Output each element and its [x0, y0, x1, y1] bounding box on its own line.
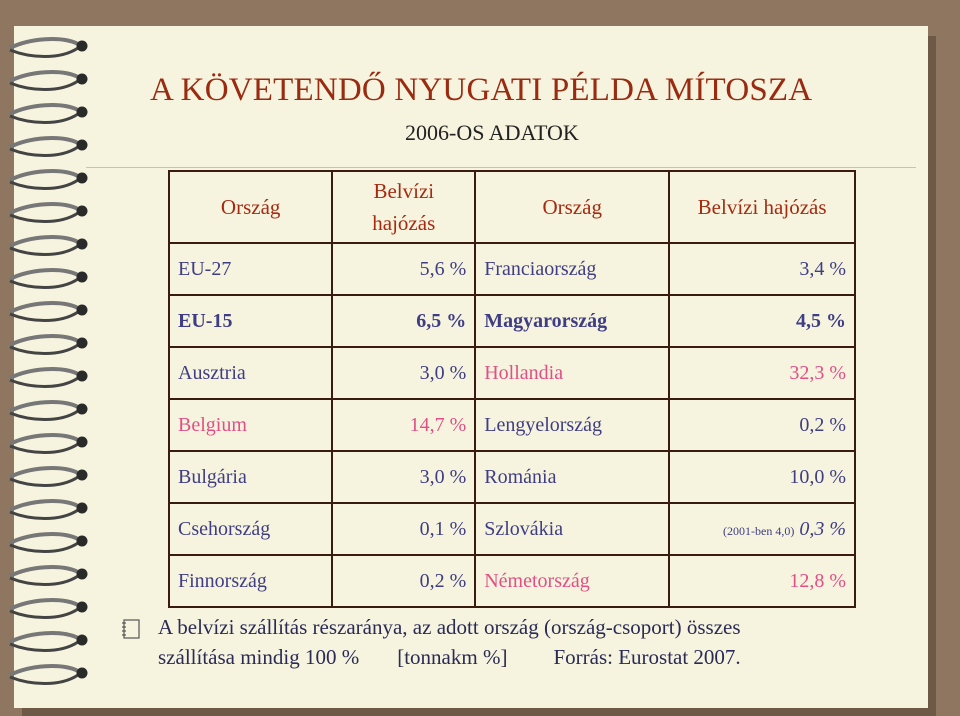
title-divider	[86, 167, 916, 168]
cell-country: Bulgária	[169, 451, 332, 503]
page-subtitle: 2006-OS ADATOK	[405, 120, 579, 145]
table-row	[169, 555, 855, 607]
table-row	[169, 243, 855, 295]
cell-country: Németország	[475, 555, 669, 607]
table-row	[169, 451, 855, 503]
footer-line-2	[158, 643, 741, 671]
cell-value: 10,0 %	[669, 451, 855, 503]
cell-country: Franciaország	[475, 243, 669, 295]
cell-value: 4,5 %	[669, 295, 855, 347]
cell-value: 3,0 %	[332, 451, 475, 503]
cell-value: 0,3 %	[799, 517, 846, 540]
cell-value: 0,1 %	[332, 503, 475, 555]
cell-country: Ausztria	[169, 347, 332, 399]
cell-value: 32,3 %	[669, 347, 855, 399]
cell-country: Szlovákia	[475, 503, 669, 555]
cell-country: Csehország	[169, 503, 332, 555]
cell-value: 12,8 %	[669, 555, 855, 607]
cell-country: Finnország	[169, 555, 332, 607]
cell-value: 14,7 %	[332, 399, 475, 451]
cell-value: 0,2 %	[332, 555, 475, 607]
table-row	[169, 347, 855, 399]
cell-country: Románia	[475, 451, 669, 503]
cell-country: Belgium	[169, 399, 332, 451]
cell-country: Magyarország	[475, 295, 669, 347]
cell-value-with-note	[669, 503, 855, 555]
table-header-row	[169, 171, 855, 243]
data-table	[168, 170, 856, 608]
footer-line-2-a: szállítása mindig 100 %	[158, 645, 360, 669]
header-inland-2: Belvízi hajózás	[669, 171, 855, 243]
header-country-1: Ország	[169, 171, 332, 243]
table-row	[169, 399, 855, 451]
cell-value: 6,5 %	[332, 295, 475, 347]
footer-unit: [tonnakm %]	[397, 645, 508, 669]
notebook-bullet-icon	[120, 618, 142, 640]
cell-value: 0,2 %	[669, 399, 855, 451]
page-title: A KÖVETENDŐ NYUGATI PÉLDA MÍTOSZA	[150, 72, 813, 108]
header-inland-1: Belvízi hajózás	[332, 171, 475, 243]
table-row	[169, 295, 855, 347]
spiral-binding	[0, 34, 100, 694]
cell-note: (2001-ben 4,0)	[723, 523, 795, 538]
table-row	[169, 503, 855, 555]
cell-country: EU-15	[169, 295, 332, 347]
cell-value: 3,0 %	[332, 347, 475, 399]
cell-value: 5,6 %	[332, 243, 475, 295]
cell-value: 3,4 %	[669, 243, 855, 295]
footer-source: Forrás: Eurostat 2007.	[553, 645, 741, 669]
footer-line-1: A belvízi szállítás részaránya, az adott ország (ország-csoport) összes	[158, 615, 741, 639]
header-country-2: Ország	[475, 171, 669, 243]
cell-country: Hollandia	[475, 347, 669, 399]
cell-country: Lengyelország	[475, 399, 669, 451]
cell-country: EU-27	[169, 243, 332, 295]
